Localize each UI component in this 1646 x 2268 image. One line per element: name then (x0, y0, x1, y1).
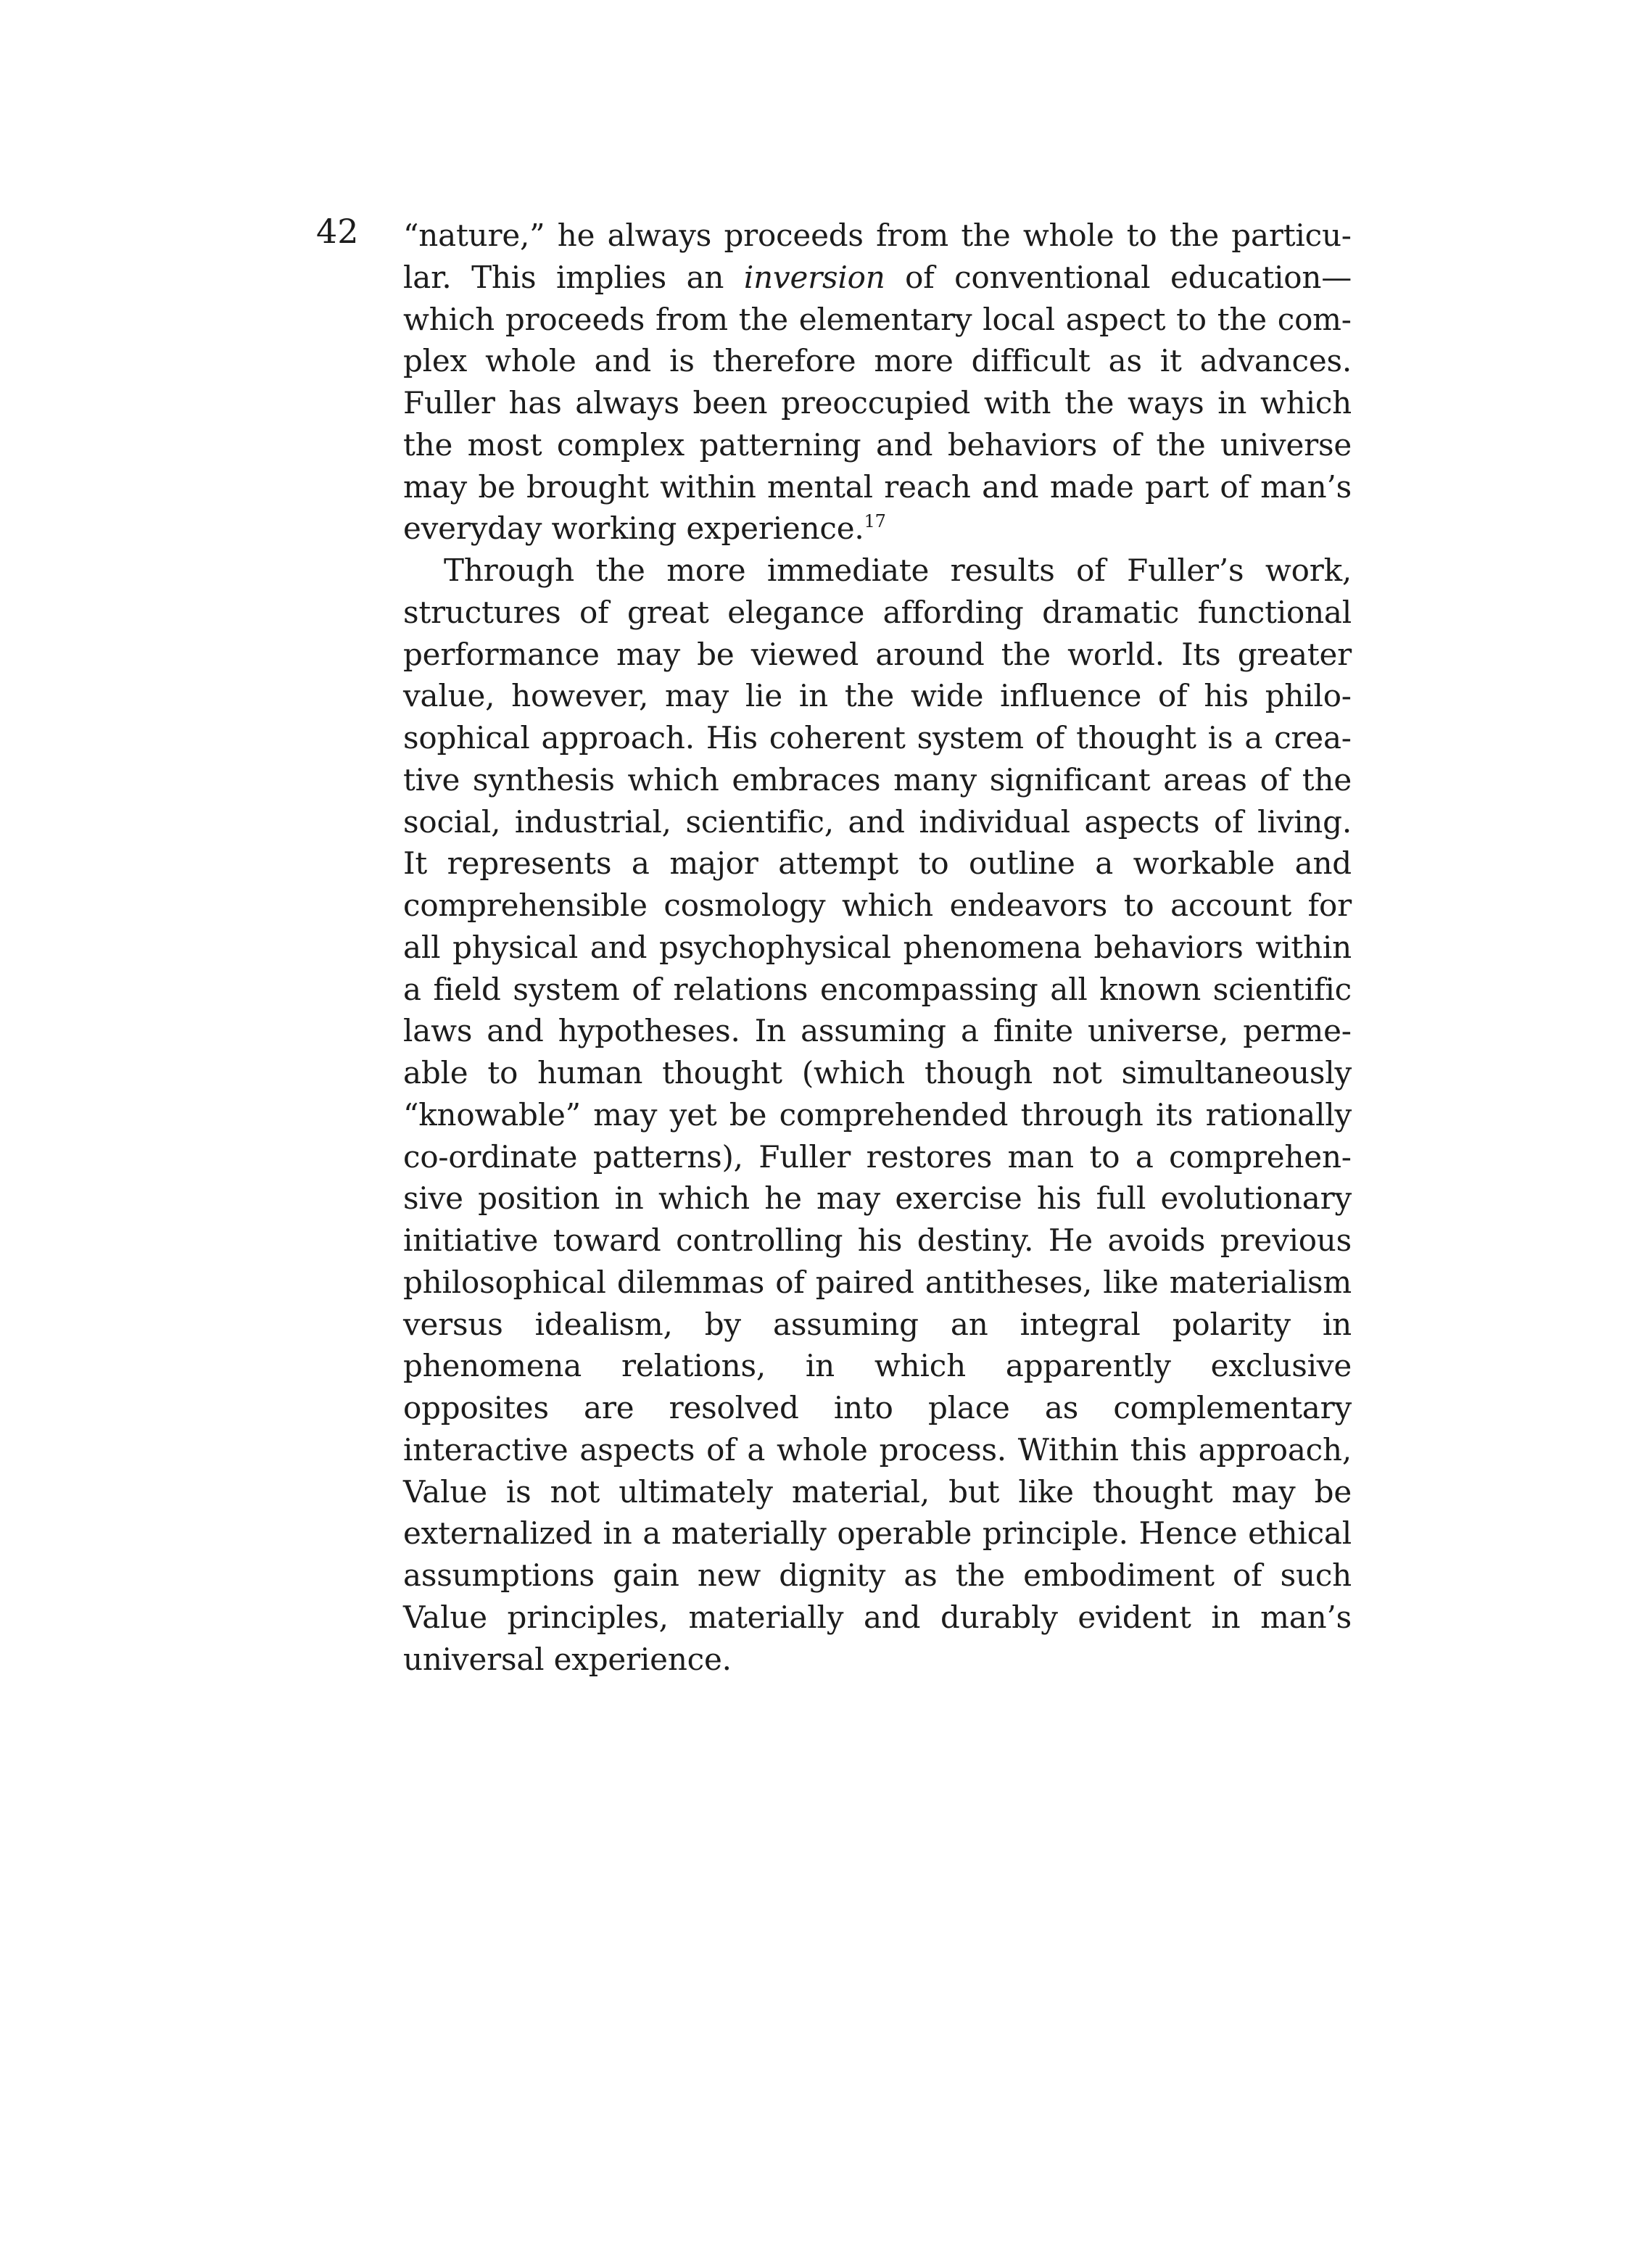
paragraph-1 (403, 215, 1352, 550)
body-text (403, 215, 1352, 1680)
footnote-reference: 17 (864, 511, 886, 532)
text-segment: of conventional education— which proceeds from the elementary local aspect to the complex whole and is therefore more difficult as it advances. Fuller has always been preoccupied with the ways in which the most complex patterning and behaviors of the universe may be brought within mental reach and made part of man’s everyday working experience. (403, 259, 1352, 547)
text-segment: “nature,” he always proceeds from the whole to the particular. This implies an (403, 218, 1352, 295)
italic-term-inversion: inversion (743, 259, 885, 295)
page-number: 42 (316, 212, 359, 251)
paragraph-2 (403, 550, 1352, 1680)
text-segment: Through the more immediate results of Fuller’s work, structures of great elegance affording dramatic functional performance may be viewed around the world. Its greater value, however, may lie in the wide influence of his philosophical approach. His coherent system of thought is a creative synthesis which embraces many significant areas of the social, industrial, scientific, and individual aspects of living. It represents a major attempt to outline a workable and comprehensible cosmology which endeavors to account for all physical and psychophysical phenomena behaviors within a field system of relations encompassing all known scientific laws and hypotheses. In assuming a finite universe, permeable to human thought (which though not simultaneously “knowable” may yet be comprehended through its rationally co-ordinate patterns), Fuller restores man to a comprehensive position in which he may exercise his full evolutionary initiative toward controlling his destiny. He avoids previous philosophical dilemmas of paired antitheses, like materialism versus idealism, by assuming an integral polarity in phenomena relations, in which apparently exclusive opposites are resolved into place as complementary interactive aspects of a whole process. Within this approach, Value is not ultimately material, but like thought may be externalized in a materially operable principle. Hence ethical assumptions gain new dignity as the embodiment of such Value principles, materially and durably evident in man’s universal experience. (403, 552, 1352, 1677)
